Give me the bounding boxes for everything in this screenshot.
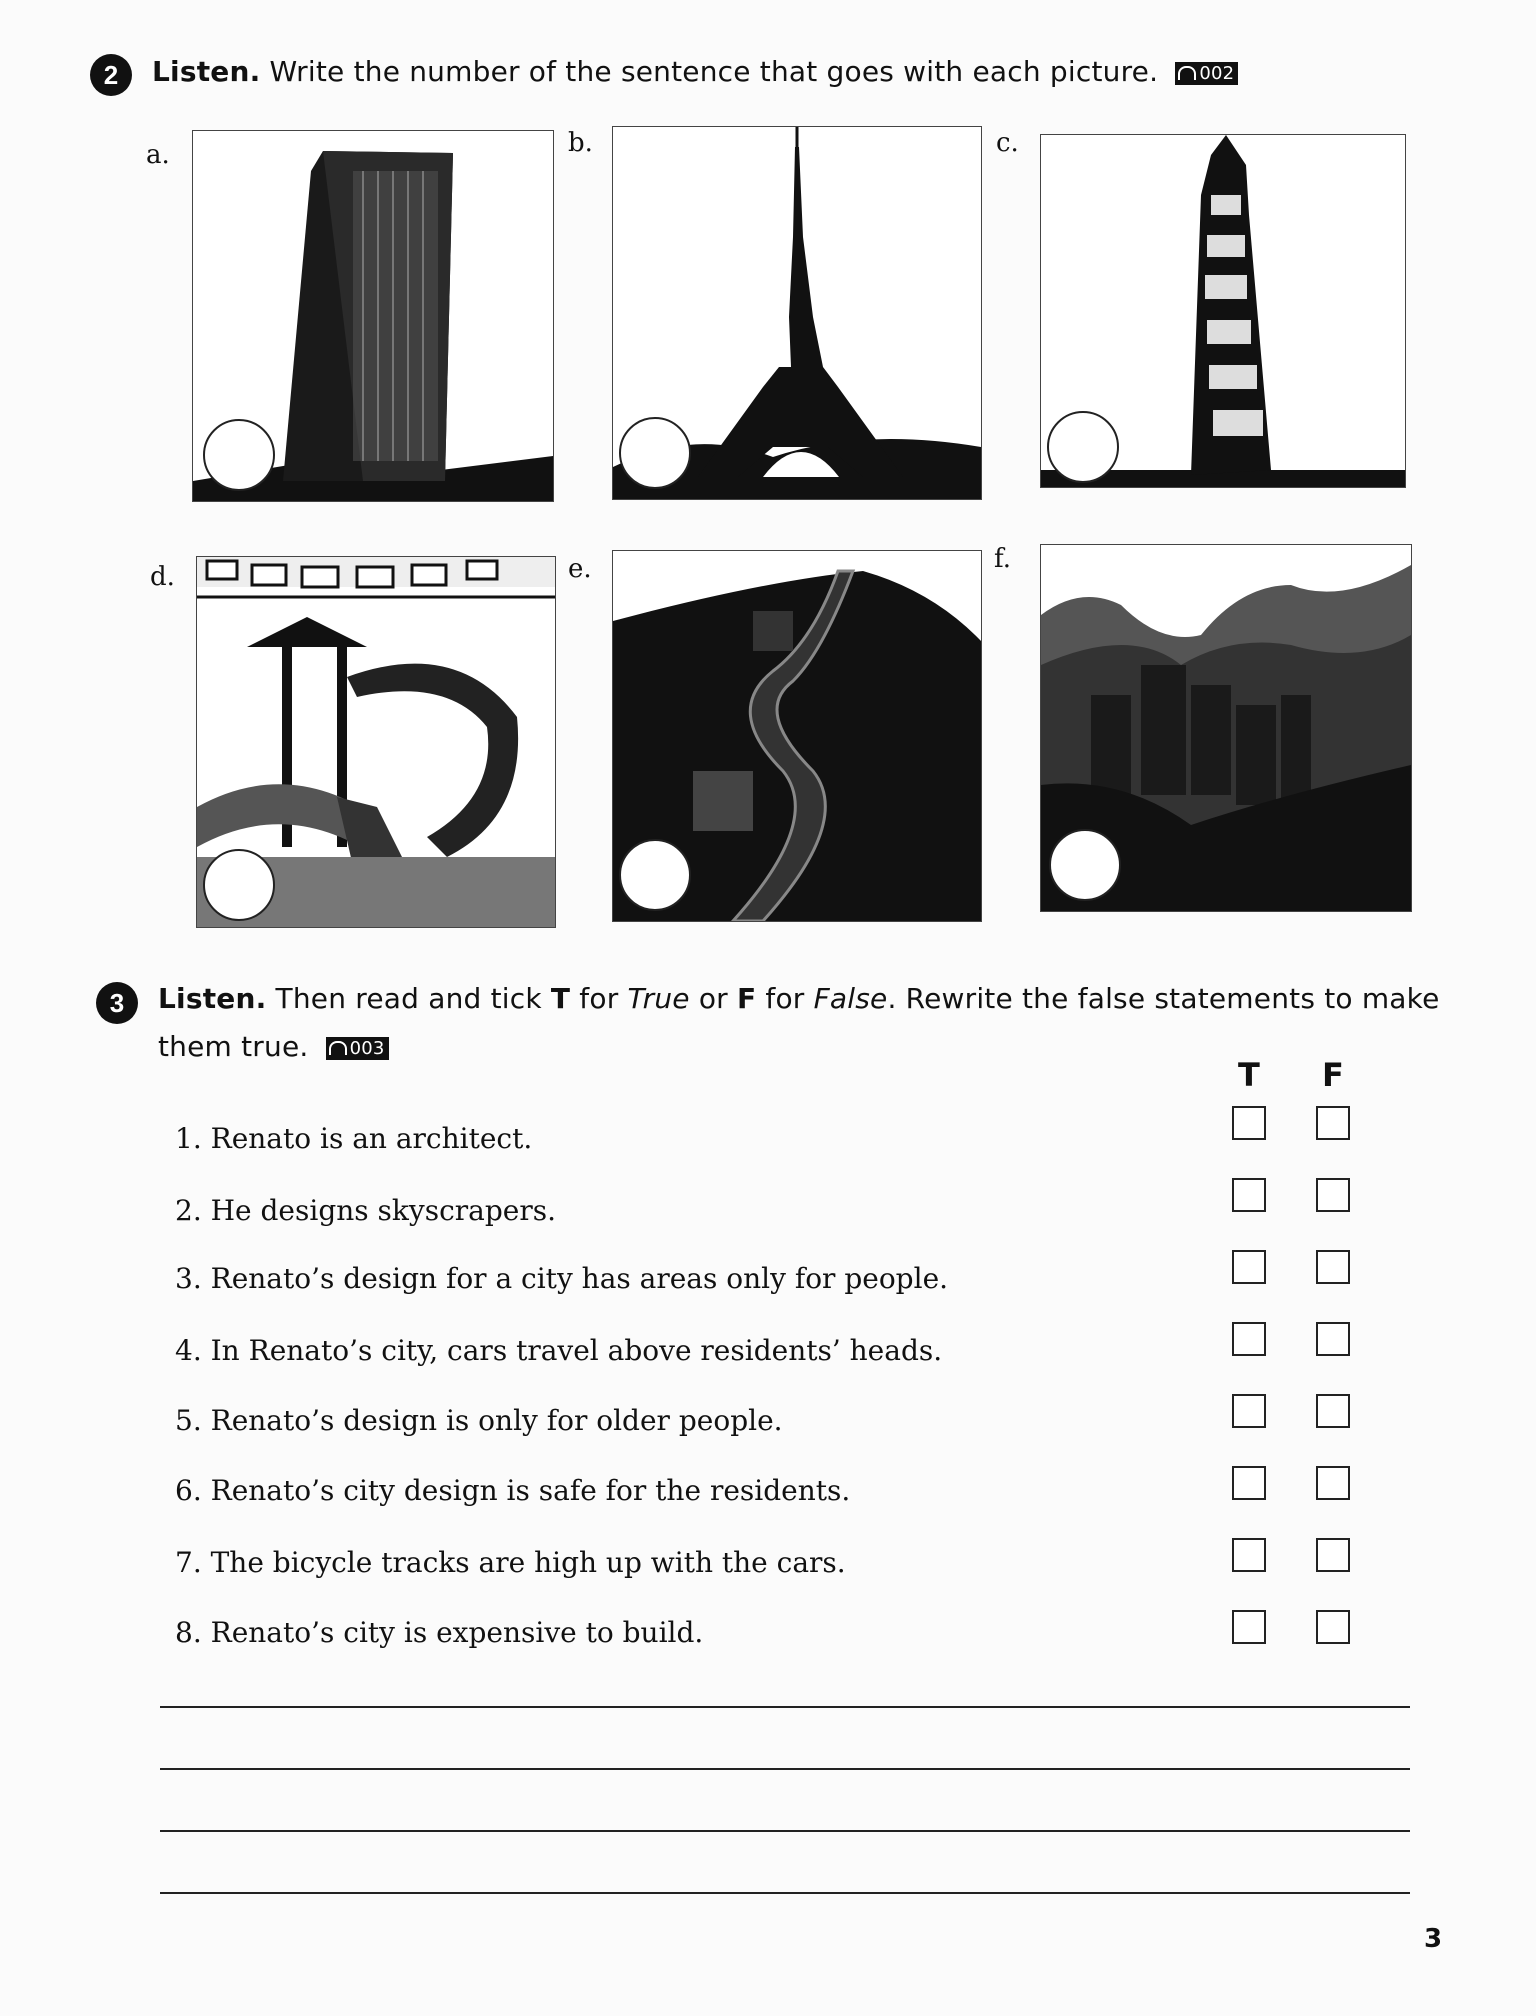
statement-2: 2. He designs skyscrapers. [175, 1194, 556, 1227]
checkbox-false-8[interactable] [1316, 1610, 1350, 1644]
answer-circle-b[interactable] [619, 417, 691, 489]
statement-1: 1. Renato is an architect. [175, 1122, 533, 1155]
checkbox-false-1[interactable] [1316, 1106, 1350, 1140]
checkbox-true-7[interactable] [1232, 1538, 1266, 1572]
statement-3: 3. Renato’s design for a city has areas only for people. [175, 1262, 949, 1295]
answer-circle-e[interactable] [619, 839, 691, 911]
word-false: False [813, 982, 888, 1015]
checkbox-true-8[interactable] [1232, 1610, 1266, 1644]
statement-8: 8. Renato’s city is expensive to build. [175, 1616, 704, 1649]
answer-circle-f[interactable] [1049, 829, 1121, 901]
picture-label-c: c. [996, 128, 1019, 158]
statement-4: 4. In Renato’s city, cars travel above residents’ heads. [175, 1334, 943, 1367]
picture-label-a: a. [146, 140, 170, 170]
word-true: True [627, 982, 690, 1015]
headphones-icon [329, 1041, 347, 1055]
page-number: 3 [1424, 1924, 1443, 1954]
checkbox-false-6[interactable] [1316, 1466, 1350, 1500]
exercise-3-number: 3 [96, 982, 138, 1024]
writing-line-3[interactable] [160, 1830, 1410, 1832]
checkbox-false-3[interactable] [1316, 1250, 1350, 1284]
column-header-false: F [1322, 1056, 1344, 1094]
answer-circle-c[interactable] [1047, 411, 1119, 483]
checkbox-false-4[interactable] [1316, 1322, 1350, 1356]
checkbox-true-2[interactable] [1232, 1178, 1266, 1212]
column-header-true: T [1238, 1056, 1260, 1094]
instruction-text: Then read and tick [266, 982, 551, 1015]
picture-label-b: b. [568, 128, 593, 158]
picture-b-eiffel-tower [612, 126, 982, 500]
picture-label-e: e. [568, 554, 592, 584]
instruction-text: . Rewrite the false statements to make [887, 982, 1440, 1015]
writing-line-4[interactable] [160, 1892, 1410, 1894]
picture-label-f: f. [994, 544, 1011, 574]
letter-t: T [550, 982, 571, 1015]
picture-e-great-wall [612, 550, 982, 922]
audio-track-badge[interactable] [326, 1037, 389, 1060]
checkbox-true-5[interactable] [1232, 1394, 1266, 1428]
exercise-2-instruction [152, 55, 1238, 88]
statement-5: 5. Renato’s design is only for older people. [175, 1404, 783, 1437]
checkbox-false-5[interactable] [1316, 1394, 1350, 1428]
letter-f: F [736, 982, 757, 1015]
picture-d-play-structure [196, 556, 556, 928]
instruction-text: them true. [158, 1030, 309, 1063]
checkbox-true-6[interactable] [1232, 1466, 1266, 1500]
audio-track-badge[interactable] [1175, 62, 1238, 85]
statement-6: 6. Renato’s city design is safe for the residents. [175, 1474, 851, 1507]
audio-track-number: 002 [1199, 62, 1235, 84]
checkbox-false-2[interactable] [1316, 1178, 1350, 1212]
exercise-3-instruction-line2 [158, 1030, 389, 1063]
picture-label-d: d. [150, 562, 175, 592]
statement-7: 7. The bicycle tracks are high up with the cars. [175, 1546, 846, 1579]
picture-f-city-mountains [1040, 544, 1412, 912]
checkbox-true-4[interactable] [1232, 1322, 1266, 1356]
picture-a-office-tower [192, 130, 554, 502]
checkbox-false-7[interactable] [1316, 1538, 1350, 1572]
answer-circle-a[interactable] [203, 419, 275, 491]
answer-circle-d[interactable] [203, 849, 275, 921]
writing-line-1[interactable] [160, 1706, 1410, 1708]
instruction-text: for [570, 982, 628, 1015]
audio-track-number: 003 [349, 1037, 385, 1059]
exercise-3-instruction-line1 [158, 982, 1440, 1015]
picture-c-twisted-tower [1040, 134, 1406, 488]
instruction-listen: Listen. [152, 55, 261, 88]
headphones-icon [1178, 66, 1196, 80]
instruction-text: Write the number of the sentence that goes with each picture. [260, 55, 1159, 88]
writing-line-2[interactable] [160, 1768, 1410, 1770]
instruction-listen: Listen. [158, 982, 267, 1015]
instruction-text: for [756, 982, 814, 1015]
exercise-2-number: 2 [90, 54, 132, 96]
instruction-text: or [689, 982, 737, 1015]
checkbox-true-1[interactable] [1232, 1106, 1266, 1140]
checkbox-true-3[interactable] [1232, 1250, 1266, 1284]
